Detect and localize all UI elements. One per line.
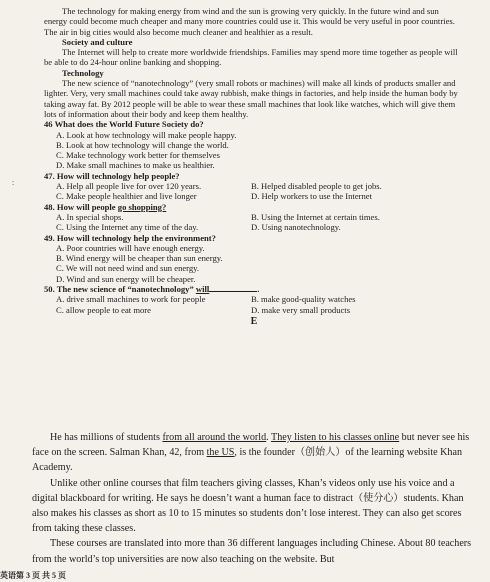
question-50: [44, 284, 464, 294]
page-footer: 英语第 3 页 共 5 页: [0, 571, 66, 580]
option-48b: B. Using the Internet at certain times.: [251, 211, 380, 222]
answer-blank: [209, 291, 257, 292]
e1-underline-online: They listen to his classes online: [271, 432, 400, 443]
options-50-row1: [44, 294, 464, 304]
option-46b: B. Look at how technology will change the world.: [56, 139, 229, 150]
question-50-text: 50. The new science of “nanotechnology”: [44, 284, 196, 295]
option-50d: D. make very small products: [251, 304, 351, 315]
options-47-row2: [44, 191, 464, 201]
e1-part-b: .: [266, 432, 272, 443]
option-47c: C. Make people healthier and live longer: [56, 191, 197, 202]
e1-part-c: but never see his face on the screen. Salman Khan, 42, from: [32, 432, 470, 459]
reading-passage-e: [32, 430, 472, 567]
section-e-heading: E: [250, 315, 258, 327]
question-50-end: .: [257, 284, 260, 295]
paragraph-technology: The new science of “nanotechnology” (very small robots or machines) will make all kinds of products smaller and lighter. Very, very small machines could take away rubbish, make things in factories, and help inside the human body by taking away fat. By 2012 people will be able to wear these small machines that look like watches, which will give them lots of information about their body and keep them healthy.: [44, 78, 458, 119]
question-48-underlined: go shopping?: [117, 201, 167, 212]
paragraph-society: The Internet will help to create more worldwide friendships. Families may spend more time together as people will be able to do 24-hour online banking and shopping.: [44, 47, 458, 68]
option-47a: A. Help all people live for over 120 years.: [56, 181, 202, 192]
paragraph-e3: These courses are translated into more than 36 different languages including Chinese. About 80 teachers from the world’s top universities are now also teaching on the website. But: [32, 538, 472, 565]
options-48-row1: [44, 212, 464, 222]
question-48: [44, 202, 464, 212]
e1-part-a: He has millions of students: [50, 432, 163, 443]
option-50a: A. drive small machines to work for people: [56, 294, 206, 305]
question-47: 47. How will technology help people?: [44, 170, 180, 181]
question-49: 49. How will technology help the environment?: [44, 232, 216, 243]
heading-technology: Technology: [62, 67, 104, 78]
option-49d: D. Wind and sun energy will be cheaper.: [56, 273, 196, 284]
option-46c: C. Make technology work better for themselves: [56, 150, 220, 161]
option-47d: D. Help workers to use the Internet: [251, 191, 372, 202]
paragraph-e2: Unlike other online courses that film teachers giving classes, Khan’s videos only use his voice and a digital blackboard for writing. He says he doesn’t want a human face to distract（使分心）students. Khan also makes his classes as short as 10 to 15 minutes so students don’t lose interest. They can also get scores from taking these classes.: [32, 477, 464, 535]
option-46d: D. Make small machines to make us healthier.: [56, 160, 215, 171]
paragraph-energy: The technology for making energy from wind and the sun is growing very quickly. In the future wind and sun energy could become much cheaper and many more countries could use it. This would be very useful in poor countries. The air in big cities would also become much cleaner and healthier as a result.: [44, 6, 455, 37]
question-48-text: 48. How will people: [44, 201, 118, 212]
option-48c: C. Using the Internet any time of the day.: [56, 222, 199, 233]
options-50-row2: [44, 305, 464, 315]
option-46a: A. Look at how technology will make people happy.: [56, 129, 237, 140]
paragraph-e1: [32, 430, 472, 476]
e1-underline-us: the US: [206, 447, 235, 459]
option-50c: C. allow people to eat more: [56, 304, 151, 315]
option-49b: B. Wind energy will be cheaper than sun energy.: [56, 253, 223, 264]
heading-society: Society and culture: [62, 36, 133, 47]
question-46: 46 What does the World Future Society do?: [44, 119, 204, 130]
option-48a: A. In special shops.: [56, 211, 124, 222]
options-48-row2: [44, 222, 464, 232]
margin-mark: :: [12, 178, 15, 187]
questions-block: [44, 119, 464, 315]
option-50b: B. make good-quality watches: [251, 294, 356, 305]
option-49c: C. We will not need wind and sun energy.: [56, 263, 200, 274]
option-48d: D. Using nanotechnology.: [251, 222, 341, 233]
reading-passage-d: [44, 6, 464, 328]
e1-underline-world: from all around the world: [162, 432, 267, 443]
option-47b: B. Helped disabled people to get jobs.: [251, 181, 382, 192]
question-50-underlined: will: [195, 284, 210, 295]
options-47-row1: [44, 181, 464, 191]
option-49a: A. Poor countries will have enough energy.: [56, 242, 205, 253]
e1-part-d: , is the founder（创始人）of the learning website Khan Academy.: [32, 447, 463, 474]
